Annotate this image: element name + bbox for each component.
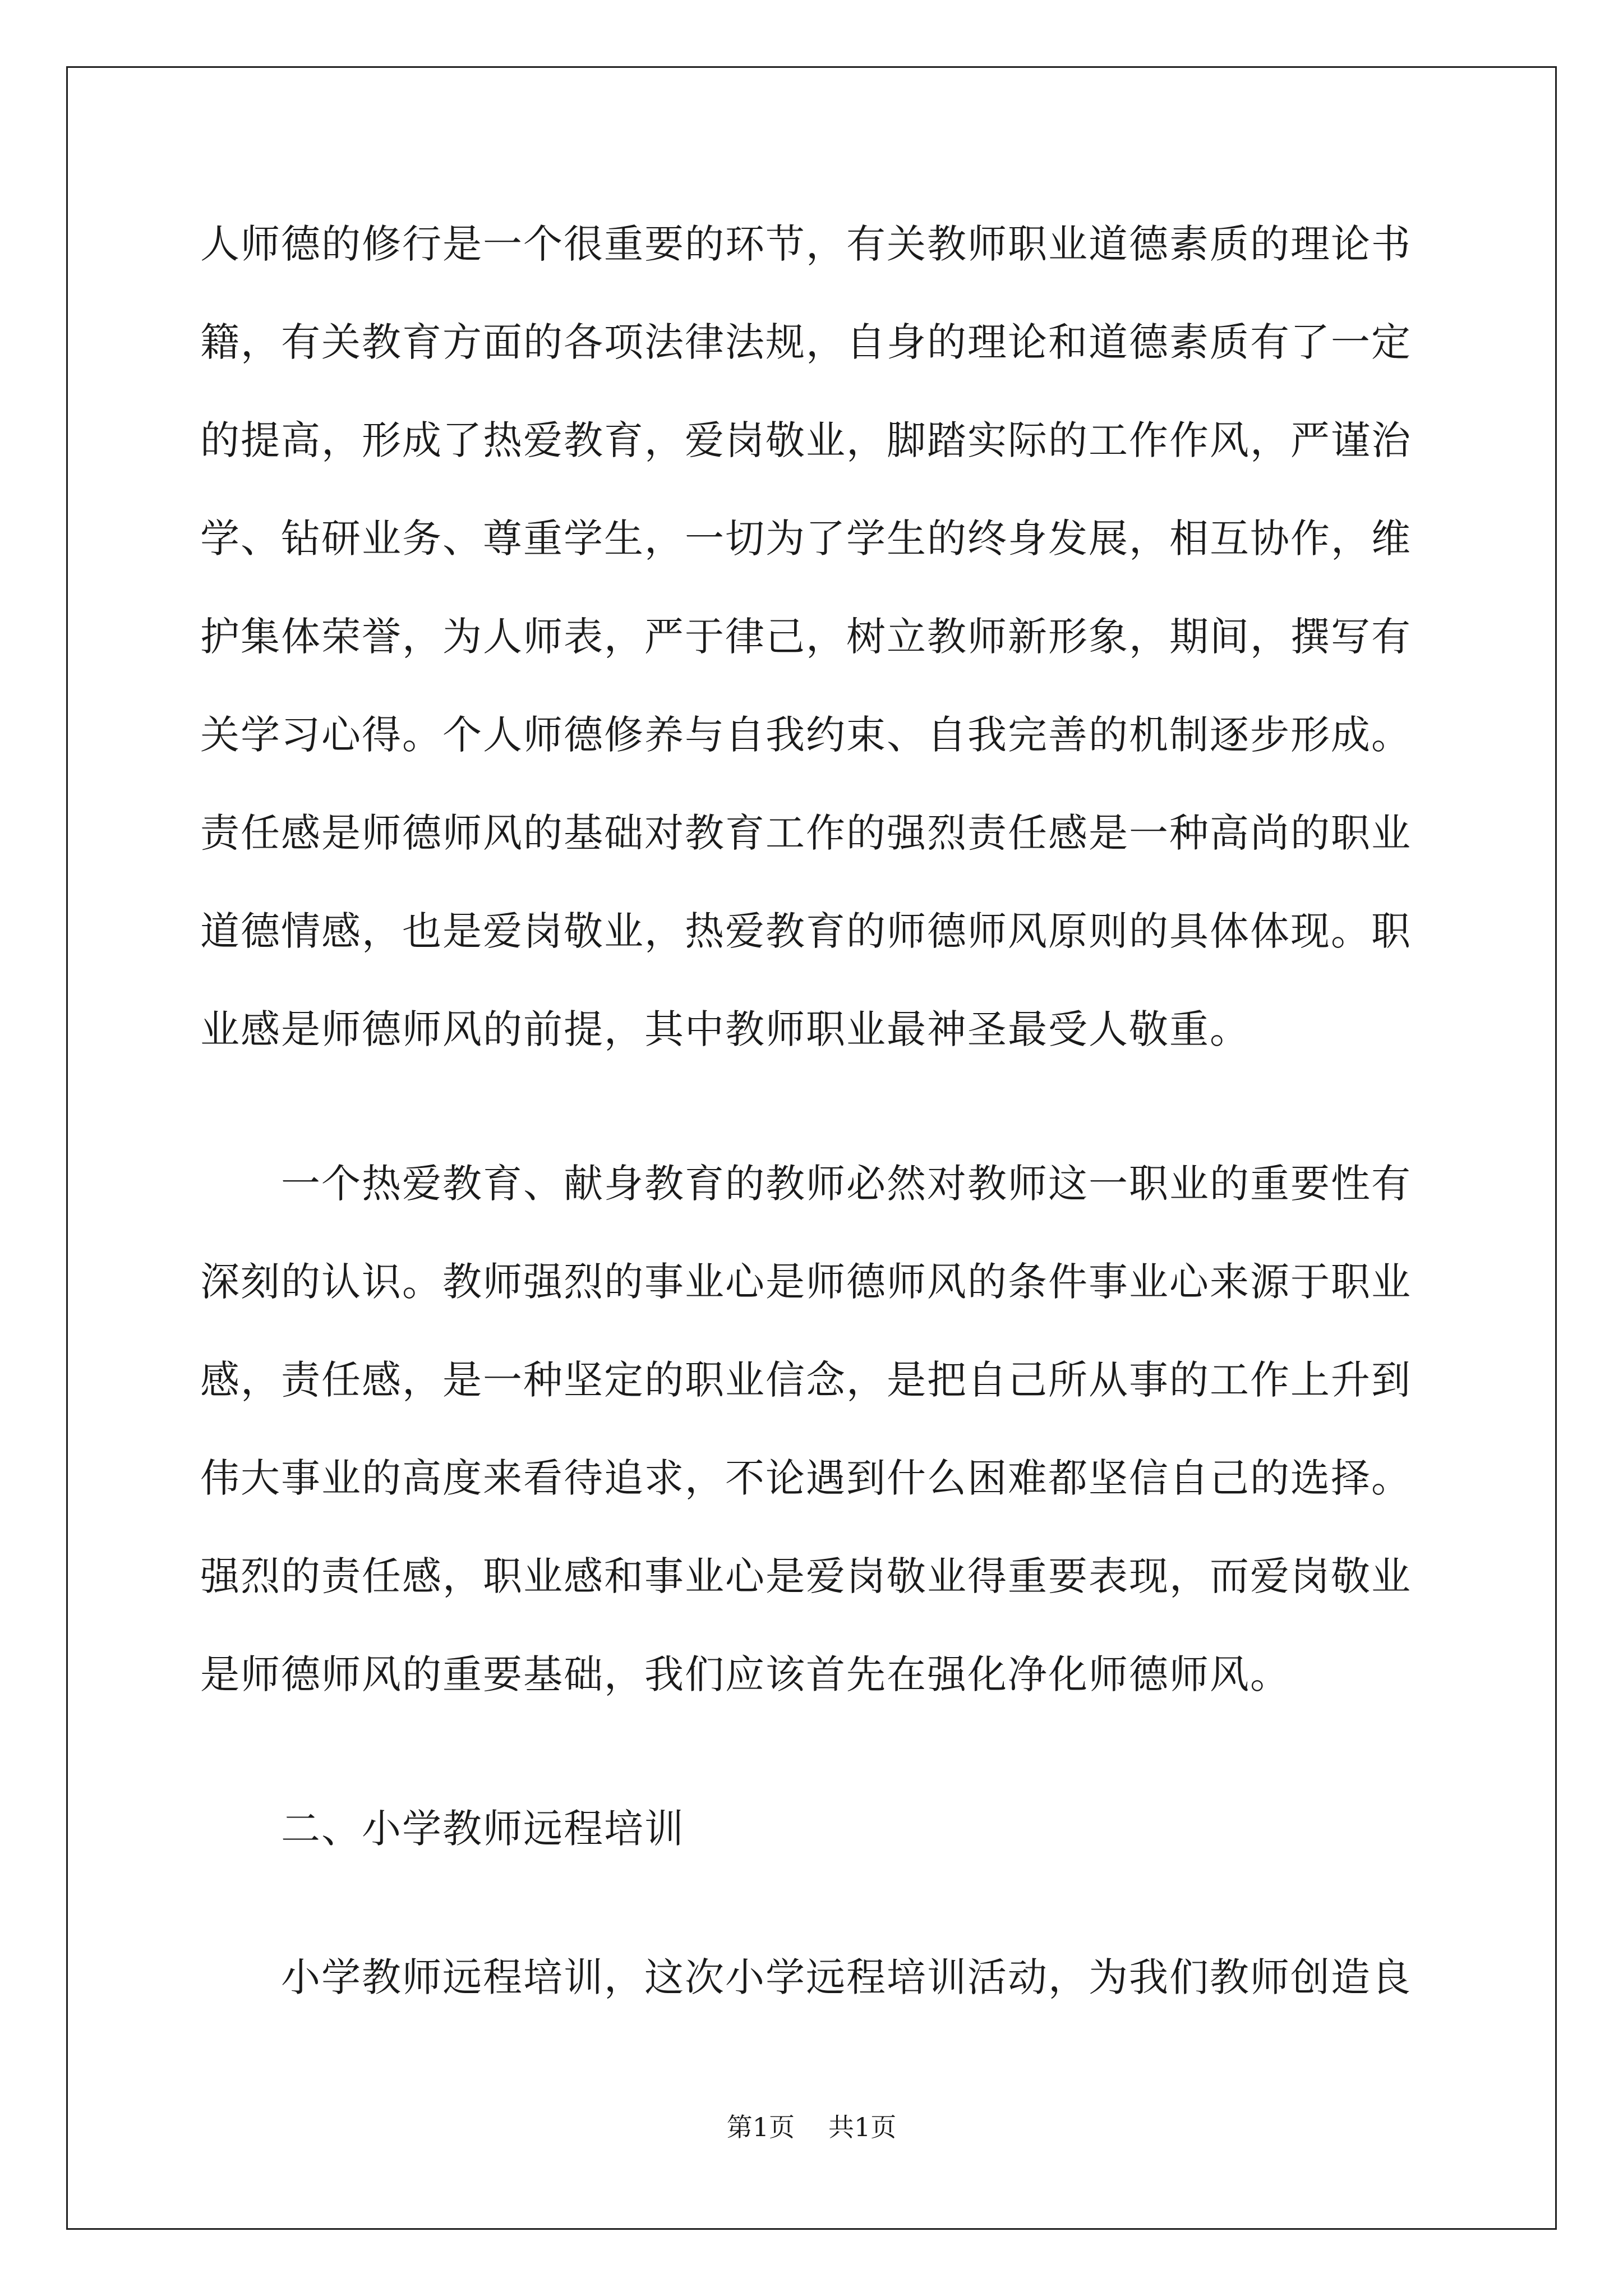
text-line: 一个热爱教育、献身教育的教师必然对教师这一职业的重要性有: [200, 1161, 1412, 1207]
text-line: 责任感是师德师风的基础对教育工作的强烈责任感是一种高尚的职业: [200, 810, 1412, 856]
text-line: 学、钻研业务、尊重学生，一切为了学生的终身发展，相互协作，维: [200, 516, 1412, 562]
page-border: [66, 66, 1557, 2230]
section-heading: 二、小学教师远程培训: [200, 1806, 685, 1852]
text-line: 感，责任感，是一种坚定的职业信念，是把自己所从事的工作上升到: [200, 1357, 1412, 1403]
page-number: 第1页: [726, 2112, 795, 2142]
text-line: 业感是师德师风的前提，其中教师职业最神圣最受人敬重。: [200, 1006, 1250, 1052]
text-line: 是师德师风的重要基础，我们应该首先在强化净化师德师风。: [200, 1651, 1290, 1697]
text-line: 道德情感，也是爱岗敬业，热爱教育的师德师风原则的具体体现。职: [200, 908, 1412, 954]
text-line: 的提高，形成了热爱教育，爱岗敬业，脚踏实际的工作作风，严谨治: [200, 417, 1412, 463]
page-footer: [0, 2110, 1623, 2144]
text-line: 人师德的修行是一个很重要的环节，有关教师职业道德素质的理论书: [200, 221, 1412, 267]
text-line: 关学习心得。个人师德修养与自我约束、自我完善的机制逐步形成。: [200, 712, 1412, 758]
text-line: 深刻的认识。教师强烈的事业心是师德师风的条件事业心来源于职业: [200, 1259, 1412, 1305]
text-line: 伟大事业的高度来看待追求，不论遇到什么困难都坚信自己的选择。: [200, 1455, 1412, 1501]
text-line: 小学教师远程培训，这次小学远程培训活动，为我们教师创造良: [200, 1954, 1412, 2000]
text-line: 护集体荣誉，为人师表，严于律己，树立教师新形象，期间，撰写有: [200, 614, 1412, 660]
text-line: 籍，有关教育方面的各项法律法规，自身的理论和道德素质有了一定: [200, 319, 1412, 365]
page-total: 共1页: [828, 2112, 897, 2142]
text-line: 强烈的责任感，职业感和事业心是爱岗敬业得重要表现，而爱岗敬业: [200, 1553, 1412, 1599]
